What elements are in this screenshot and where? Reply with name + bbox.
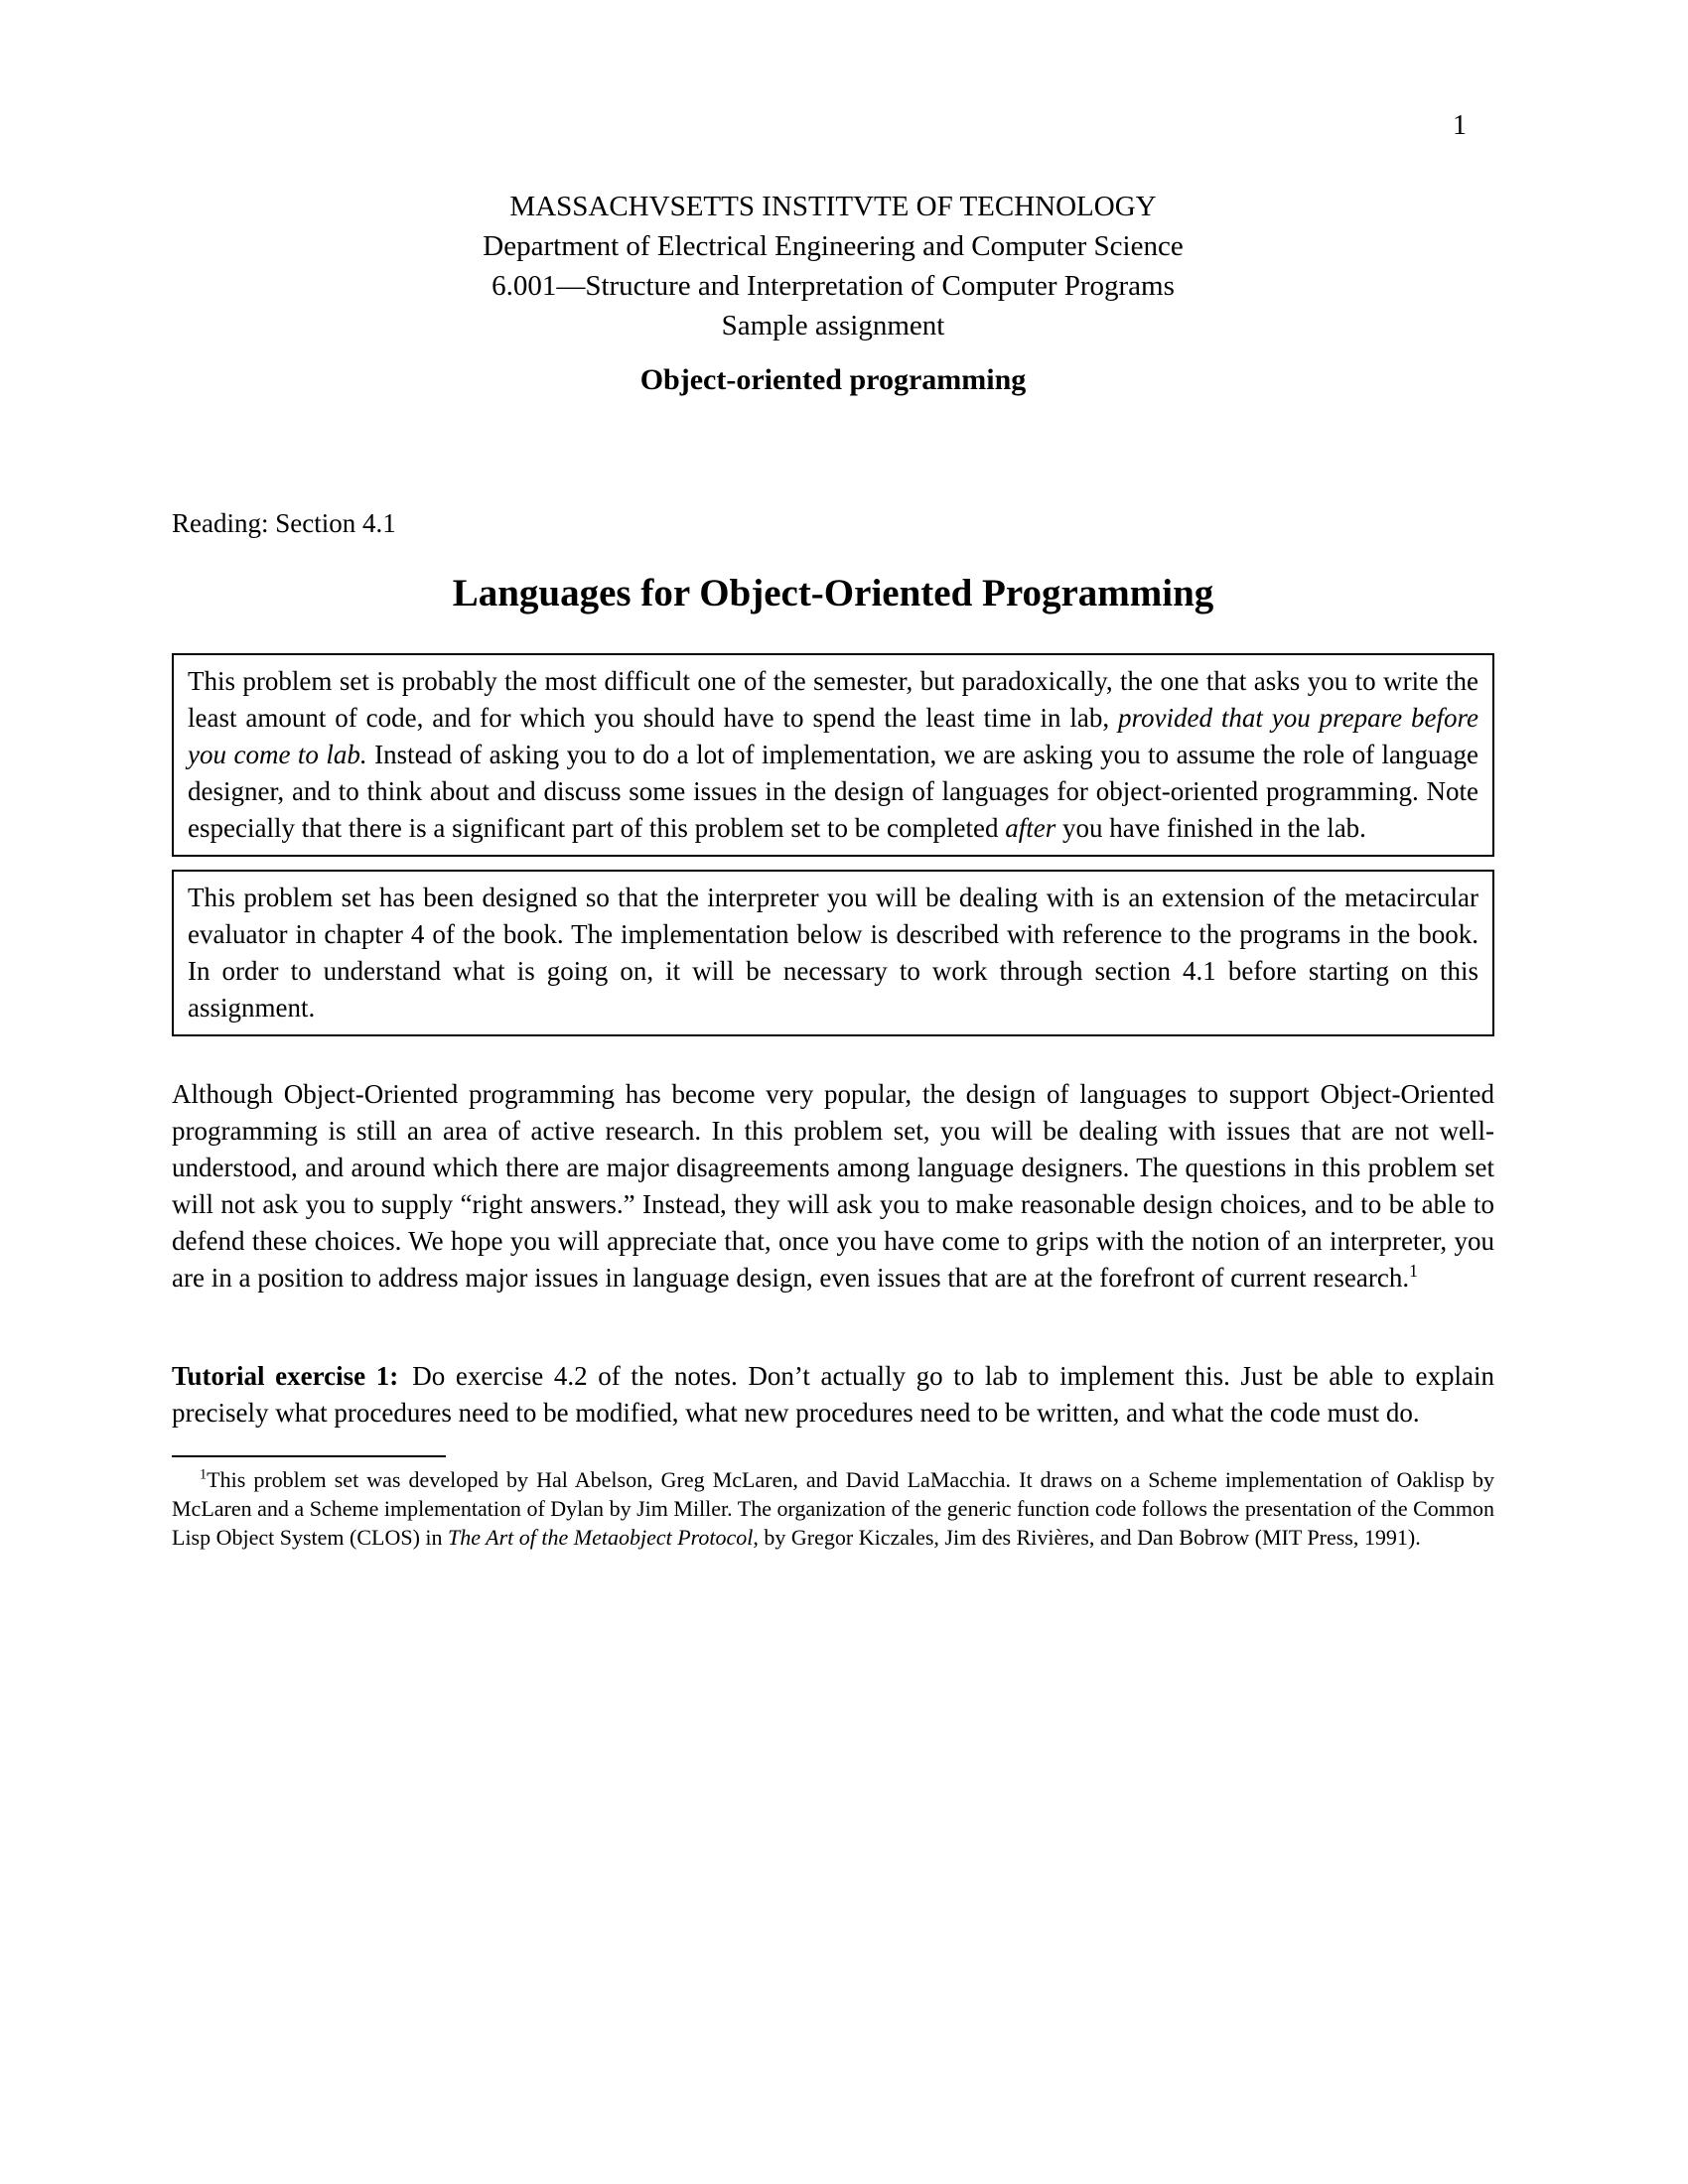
design-note-box [172, 870, 1494, 1036]
design-note-paragraph: This problem set has been designed so that the interpreter you will be dealing with is an extension of the metacircular evaluator in chapter 4 of the book. The implementation below is described with reference to the programs in the book. In order to understand what is going on, it will be necessary to work through section 4.1 before starting on this assignment. [188, 883, 1478, 1023]
footnote-segment: This problem set was developed by Hal Abelson, Greg McLaren, and David LaMacchia. It draws on a Scheme implementation of Oaklisp by McLaren and a Scheme implementation of Dylan by Jim Miller. The organization of the generic function code follows the presentation of the Common Lisp Object System (CLOS) in [172, 1467, 1494, 1550]
document-title: Languages for Object-Oriented Programming [452, 572, 1214, 614]
tutorial-exercise-text: Do exercise 4.2 of the notes. Don’t actually go to lab to implement this. Just be able to explain precisely what procedures need to be modified, what new procedures need to be written, and what the code must do. [172, 1361, 1494, 1428]
document-header [172, 187, 1494, 401]
assignment-type: Sample assignment [721, 310, 945, 341]
footnote-divider [172, 1455, 446, 1457]
footnote-segment: , by Gregor Kiczales, Jim des Rivières, and Dan Bobrow (MIT Press, 1991). [753, 1525, 1421, 1550]
reading-assignment-line: Reading: Section 4.1 [172, 508, 396, 538]
advice-note-segment: This problem set is probably the most difficult one of the semester, but paradoxically, the one that asks you to write the least amount of code, and for which you should have to spend the least time in lab, [188, 666, 1478, 733]
advice-note-segment: Instead of asking you to do a lot of implementation, we are asking you to assume the role of language designer, and to think about and discuss some issues in the design of languages for object-oriented programming. Note especially that there is a significant part of this problem set to be completed [188, 740, 1479, 843]
advice-note-segment-italic: provided that you prepare before you come to lab. [188, 703, 1478, 769]
text-block [172, 111, 1494, 1552]
footnote-paragraph [172, 1465, 1494, 1552]
advice-note-paragraph [188, 663, 1478, 847]
footnote-marker: 1 [200, 1466, 208, 1483]
footnote-segment-italic: The Art of the Metaobject Protocol [448, 1525, 754, 1550]
advice-note-segment-italic: after [1005, 813, 1056, 843]
institution-name: MASSACHVSETTS INSTITVTE OF TECHNOLOGY [509, 191, 1157, 222]
department-name: Department of Electrical Engineering and Computer Science [483, 230, 1184, 262]
advice-note-segment: you have finished in the lab. [1055, 813, 1366, 843]
course-name: 6.001—Structure and Interpretation of Computer Programs [492, 270, 1175, 302]
page-number: 1 [1453, 110, 1467, 141]
assignment-subject: Object-oriented programming [639, 363, 1027, 396]
footnote-reference: 1 [1409, 1261, 1418, 1281]
tutorial-exercise-label: Tutorial exercise 1: [172, 1361, 399, 1391]
tutorial-exercise-paragraph [172, 1358, 1494, 1432]
advice-note-box [172, 653, 1494, 857]
intro-paragraph [172, 1076, 1494, 1297]
intro-text: Although Object-Oriented programming has become very popular, the design of languages to support Object-Oriented programming is still an area of active research. In this problem set, you will be dealing with issues that are not well-understood, and around which there are major disagreements among language designers. The questions in this problem set will not ask you to supply “right answers.” Instead, they will ask you to make reasonable design choices, and to be able to defend these choices. We hope you will appreciate that, once you have come to grips with the notion of an interpreter, you are in a position to address major issues in language design, even issues that are at the forefront of current research. [172, 1079, 1494, 1293]
